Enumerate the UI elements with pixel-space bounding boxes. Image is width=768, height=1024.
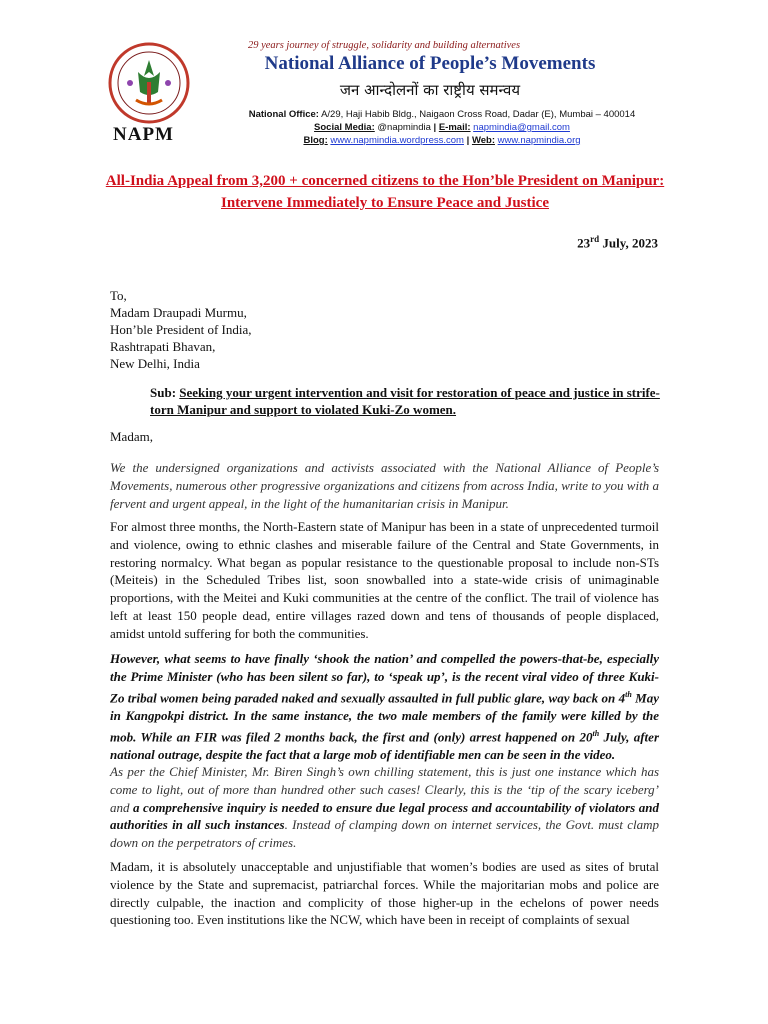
social-label: Social Media:	[314, 122, 375, 133]
email-link[interactable]: napmindia@gmail.com	[473, 122, 570, 133]
paragraph-viral-video: However, what seems to have finally ‘shook the nation’ and compelled the powers-that-be, especially the Prime Minister (who has been silent so far), to ‘speak up’, is the recent viral video of three Kuki-Zo tribal women being paraded naked and sexually assaulted in full public glare, way back on 4th May in Kangpokpi district. In the same instance, the two male members of the family were killed by the mob. While an FIR was filed 2 months back, the first and (only) arrest happened on 20th July, after national outrage, despite the fact that a large mob of identifiable men can be seen in the video.	[110, 651, 659, 762]
office-address: A/29, Haji Habib Bldg., Naigaon Cross Road, Dadar (E), Mumbai – 400014	[321, 109, 636, 120]
address-line: New Delhi, India	[110, 356, 200, 371]
web-link[interactable]: www.napmindia.org	[497, 135, 581, 146]
office-label: National Office:	[248, 109, 319, 120]
web-label: Web:	[471, 135, 495, 146]
paragraph-accountability: Madam, it is absolutely unacceptable and unjustifiable that women’s bodies are used as sites of brutal violence by the State and supremacist, patriarchal forces. While the majoritarian mobs and police are directly culpable, the inaction and complicity of those higher-up in the echelons of power needs questioning too. Even institutions like the NCW, which have been in receipt of complaints of sexual	[110, 859, 659, 928]
blog-label: Blog:	[303, 135, 328, 146]
paragraph-intro: We the undersigned organizations and activists associated with the National Alliance of People’s Movements, numerous other progressive organizations and citizens from across India, write to you with a fervent and urgent appeal, in the light of the humanitarian crisis in Manipur.	[110, 460, 659, 511]
tagline: 29 years journey of struggle, solidarity and building alternatives	[247, 40, 521, 51]
address-line: Rashtrapati Bhavan,	[110, 339, 216, 354]
appeal-title: All-India Appeal from 3,200 + concerned citizens to the Hon’ble President on Manipur: Intervene Immediately to Ensure Peace and Justice	[105, 173, 665, 211]
address-line: Hon’ble President of India,	[110, 322, 252, 337]
logo-caption: NAPM	[113, 124, 174, 145]
contact-block: National Office: A/29, Haji Habib Bldg., Naigaon Cross Road, Dadar (E), Mumbai – 400014 Social Media: @napmindia | E-mail: napmindia@gmail.com Blog: www.napmindia.wordpress.com | Web: www.napmindia.org	[248, 109, 636, 146]
subject-label: Sub:	[150, 385, 177, 400]
blog-link[interactable]: www.napmindia.wordpress.com	[330, 135, 464, 146]
organization-name-hindi: जन आन्दोलनों का राष्ट्रीय समन्वय	[339, 81, 521, 99]
address-line: To,	[110, 288, 127, 303]
social-handle: @napmindia	[377, 122, 431, 133]
letter-date: 23rd July, 2023	[577, 234, 658, 251]
organization-name: National Alliance of People’s Movements	[264, 53, 596, 74]
salutation: Madam,	[110, 429, 153, 444]
email-label: E-mail:	[438, 122, 471, 133]
subject-text: Seeking your urgent intervention and visit for restoration of peace and justice in strife-torn Manipur and support to violated Kuki-Zo women.	[150, 385, 660, 417]
recipient-address	[110, 287, 252, 372]
subject-line	[150, 384, 660, 418]
paragraph-inquiry: As per the Chief Minister, Mr. Biren Singh’s own chilling statement, this is just one instance which has come to light, out of more than hundred other such cases! Clearly, this is the ‘tip of the scary iceberg’ and a comprehensive inquiry is needed to ensure due legal process and accountability of violators and authorities in all such instances. Instead of clamping down on internet services, the Govt. must clamp down on the perpetrators of crimes.	[110, 764, 659, 851]
address-line: Madam Draupadi Murmu,	[110, 305, 247, 320]
paragraph-background: For almost three months, the North-Eastern state of Manipur has been in a state of unprecedented turmoil and violence, owing to ethnic clashes and miserable failure of the Central and State Governments, in restoring normalcy. What began as popular resistance to the questionable proposal to include non-STs (Meiteis) in the Scheduled Tribes list, soon snowballed into a state-wide crisis of unimaginable proportions, with the Meitei and Kuki communities at the centre of the conflict. The trail of violence has left at least 150 people dead, entire villages razed down and tens of thousands of people displaced, amidst untold suffering for both the communities.	[110, 519, 659, 641]
